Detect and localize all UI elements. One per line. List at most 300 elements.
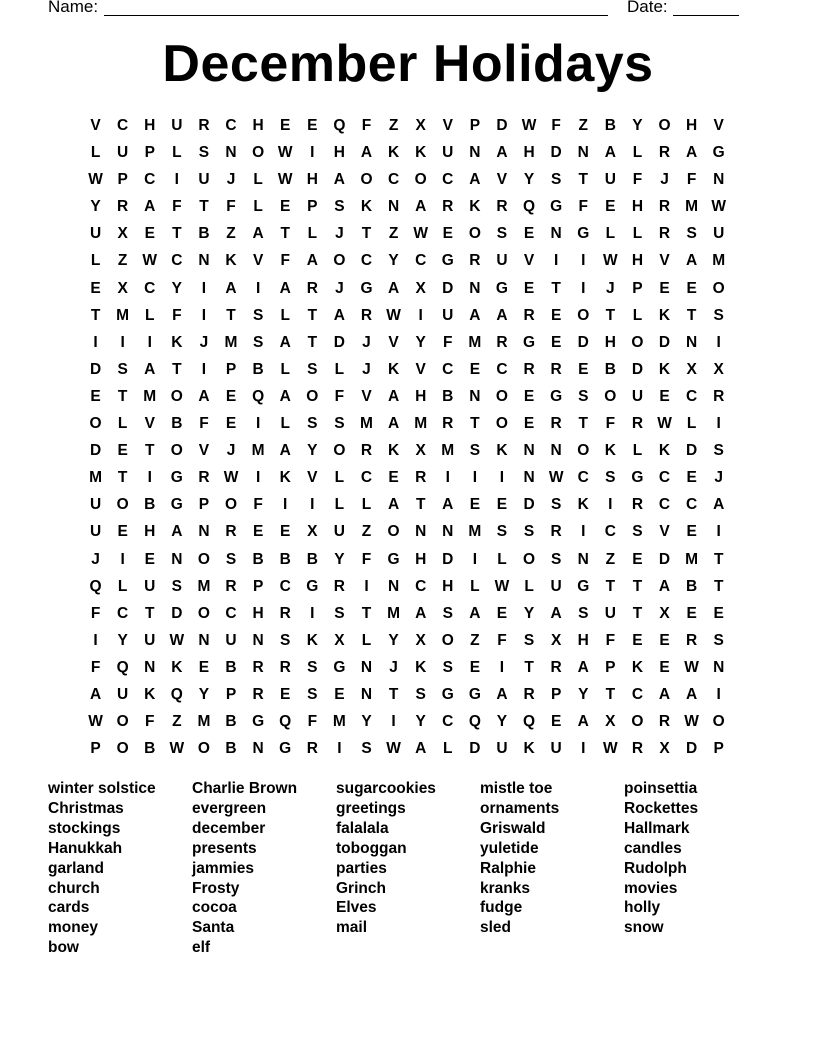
grid-cell: K: [387, 144, 400, 162]
grid-cell: L: [145, 306, 155, 324]
grid-row: [82, 383, 732, 410]
grid-cell: T: [280, 225, 290, 243]
grid-cell: L: [632, 442, 643, 460]
grid-cell: A: [415, 740, 427, 758]
word-list-item: Frosty: [192, 879, 240, 897]
grid-cell: Y: [388, 631, 399, 649]
grid-cell: N: [225, 144, 237, 162]
grid-cell: W: [657, 415, 672, 433]
grid-cell: I: [255, 415, 261, 433]
grid-cell: M: [685, 550, 699, 568]
grid-cell: A: [198, 387, 210, 405]
grid-cell: S: [686, 225, 697, 243]
grid-cell: E: [469, 658, 481, 676]
word-list-item: greetings: [336, 799, 406, 817]
grid-cell: H: [631, 198, 644, 216]
grid-cell: K: [658, 360, 671, 378]
grid-cell: E: [686, 469, 697, 487]
grid-cell: C: [117, 117, 129, 134]
grid-cell: G: [252, 713, 265, 731]
grid-cell: Q: [89, 577, 102, 595]
grid-row: [82, 708, 732, 735]
grid-cell: I: [716, 685, 721, 703]
grid-cell: L: [443, 740, 453, 758]
grid-cell: R: [252, 685, 264, 703]
grid-cell: Y: [632, 117, 643, 134]
grid-cell: I: [716, 333, 721, 351]
grid-cell: S: [442, 604, 453, 622]
grid-cell: I: [716, 415, 721, 433]
word-list-item: Christmas: [48, 799, 124, 817]
grid-cell: M: [360, 415, 373, 433]
grid-cell: B: [279, 550, 291, 568]
grid-cell: O: [414, 171, 427, 189]
grid-cell: X: [550, 631, 562, 649]
grid-cell: K: [306, 631, 318, 649]
grid-cell: T: [686, 306, 697, 324]
grid-row: [82, 627, 732, 654]
grid-cell: V: [415, 360, 426, 378]
grid-cell: O: [712, 713, 725, 731]
grid-cell: U: [225, 631, 237, 649]
grid-row: [82, 166, 732, 193]
grid-row: [82, 491, 732, 518]
grid-cell: E: [523, 279, 535, 297]
grid-cell: S: [523, 523, 535, 541]
grid-cell: A: [279, 442, 291, 460]
grid-cell: L: [280, 415, 290, 433]
grid-cell: R: [631, 496, 644, 514]
grid-cell: L: [90, 252, 101, 270]
grid-cell: W: [684, 658, 699, 676]
grid-cell: E: [280, 523, 291, 541]
grid-cell: D: [550, 144, 562, 162]
grid-cell: R: [306, 279, 318, 297]
grid-cell: I: [120, 550, 125, 568]
grid-cell: E: [632, 550, 643, 568]
grid-cell: Z: [172, 713, 182, 731]
grid-cell: R: [117, 198, 129, 216]
grid-cell: P: [225, 685, 237, 703]
grid-cell: K: [415, 144, 427, 162]
grid-cell: W: [684, 713, 699, 731]
grid-cell: D: [686, 442, 698, 460]
grid-cell: Y: [334, 550, 345, 568]
grid-cell: F: [497, 631, 507, 649]
grid-cell: S: [496, 225, 508, 243]
grid-cell: N: [360, 685, 373, 703]
grid-cell: S: [415, 685, 426, 703]
grid-cell: E: [280, 117, 291, 134]
grid-cell: A: [658, 577, 671, 595]
grid-cell: E: [334, 685, 345, 703]
grid-cell: U: [117, 685, 129, 703]
grid-cell: S: [469, 442, 481, 460]
grid-cell: G: [577, 225, 590, 243]
grid-cell: Z: [117, 252, 128, 270]
grid-cell: W: [277, 171, 293, 189]
grid-cell: E: [198, 658, 210, 676]
grid-cell: R: [523, 685, 535, 703]
grid-cell: L: [117, 415, 128, 433]
grid-cell: C: [144, 279, 156, 297]
grid-cell: S: [280, 631, 291, 649]
grid-cell: O: [170, 442, 183, 460]
grid-cell: K: [496, 442, 508, 460]
grid-cell: K: [387, 442, 400, 460]
grid-cell: O: [604, 387, 617, 405]
grid-cell: M: [712, 252, 726, 270]
grid-cell: S: [307, 360, 318, 378]
grid-cell: C: [387, 171, 400, 189]
word-list-item: presents: [192, 839, 257, 857]
grid-cell: D: [442, 279, 454, 297]
grid-cell: W: [169, 740, 185, 758]
grid-cell: N: [469, 144, 481, 162]
grid-cell: Y: [198, 685, 210, 703]
grid-cell: X: [415, 117, 426, 134]
grid-cell: G: [306, 577, 319, 595]
grid-cell: S: [252, 333, 264, 351]
grid-cell: E: [659, 387, 670, 405]
grid-cell: L: [172, 144, 182, 162]
grid-cell: E: [469, 496, 481, 514]
grid-cell: G: [712, 144, 725, 162]
grid-cell: G: [387, 550, 400, 568]
word-list-item: bow: [48, 939, 79, 957]
grid-cell: Y: [307, 442, 318, 460]
grid-cell: E: [252, 523, 264, 541]
grid-cell: M: [468, 523, 482, 541]
grid-cell: I: [581, 740, 586, 758]
grid-cell: E: [578, 360, 589, 378]
grid-cell: R: [198, 469, 210, 487]
grid-cell: E: [225, 415, 237, 433]
grid-cell: T: [361, 604, 372, 622]
grid-cell: N: [198, 631, 210, 649]
grid-cell: J: [199, 333, 209, 351]
grid-cell: C: [415, 252, 427, 270]
grid-cell: F: [172, 306, 182, 324]
grid-cell: D: [333, 333, 345, 351]
grid-cell: O: [170, 387, 183, 405]
word-list-item: poinsettia: [624, 780, 698, 797]
grid-cell: C: [658, 469, 671, 487]
grid-cell: G: [577, 577, 590, 595]
grid-cell: S: [334, 198, 345, 216]
grid-cell: C: [360, 252, 373, 270]
word-column: [192, 779, 336, 958]
grid-cell: L: [334, 496, 345, 514]
grid-cell: Y: [415, 713, 426, 731]
grid-cell: S: [361, 740, 372, 758]
word-list-item: church: [48, 879, 100, 897]
grid-cell: L: [90, 144, 101, 162]
grid-cell: M: [685, 198, 699, 216]
word-list-item: cocoa: [192, 899, 237, 917]
grid-cell: A: [333, 171, 345, 189]
grid-cell: Y: [90, 198, 101, 216]
grid-cell: N: [442, 523, 454, 541]
word-list-item: fudge: [480, 899, 523, 917]
grid-cell: K: [604, 442, 616, 460]
grid-cell: O: [197, 740, 210, 758]
grid-cell: V: [144, 415, 155, 433]
grid-cell: Y: [578, 685, 589, 703]
grid-cell: C: [117, 604, 129, 622]
grid-cell: A: [144, 198, 156, 216]
grid-cell: F: [361, 117, 372, 134]
grid-cell: U: [604, 171, 616, 189]
grid-row: [82, 735, 732, 762]
grid-cell: I: [174, 171, 179, 189]
grid-cell: N: [577, 144, 589, 162]
grid-cell: A: [387, 279, 400, 297]
grid-cell: U: [496, 740, 508, 758]
grid-cell: N: [252, 631, 264, 649]
grid-cell: S: [605, 469, 616, 487]
grid-cell: X: [415, 442, 426, 460]
grid-cell: H: [333, 144, 345, 162]
grid-cell: A: [713, 496, 725, 514]
grid-cell: D: [442, 550, 454, 568]
grid-row: [82, 437, 732, 464]
word-list-item: Hallmark: [624, 819, 690, 837]
grid-cell: S: [198, 144, 210, 162]
grid-cell: Q: [252, 387, 265, 405]
grid-cell: C: [577, 469, 589, 487]
grid-cell: C: [496, 360, 508, 378]
grid-cell: M: [143, 387, 157, 405]
grid-cell: S: [307, 415, 318, 433]
grid-cell: F: [578, 198, 588, 216]
grid-cell: D: [686, 740, 698, 758]
grid-cell: H: [631, 252, 644, 270]
grid-cell: B: [604, 360, 616, 378]
grid-cell: I: [147, 469, 152, 487]
word-list-item: candles: [624, 839, 682, 857]
grid-cell: I: [472, 469, 478, 487]
grid-cell: G: [550, 198, 563, 216]
grid-cell: O: [197, 550, 210, 568]
grid-row: [82, 247, 732, 274]
grid-cell: F: [90, 658, 101, 676]
grid-cell: A: [469, 604, 481, 622]
grid-cell: L: [605, 225, 616, 243]
grid-cell: I: [445, 469, 450, 487]
grid-cell: S: [550, 171, 562, 189]
grid-cell: R: [631, 415, 644, 433]
grid-cell: B: [225, 713, 237, 731]
grid-cell: F: [253, 496, 263, 514]
grid-cell: D: [496, 117, 508, 134]
grid-cell: C: [279, 577, 291, 595]
grid-cell: T: [524, 658, 534, 676]
grid-cell: J: [226, 171, 236, 189]
grid-cell: A: [387, 415, 400, 433]
grid-cell: J: [389, 658, 398, 676]
grid-cell: M: [387, 604, 401, 622]
grid-cell: F: [334, 387, 345, 405]
grid-cell: Y: [415, 333, 426, 351]
grid-cell: T: [226, 306, 236, 324]
word-list-item: garland: [48, 859, 104, 877]
grid-cell: P: [550, 685, 562, 703]
grid-cell: P: [307, 198, 318, 216]
grid-cell: W: [413, 225, 428, 243]
grid-cell: R: [658, 225, 671, 243]
grid-cell: M: [224, 333, 238, 351]
grid-cell: N: [144, 658, 156, 676]
grid-cell: O: [306, 387, 319, 405]
grid-row: [82, 302, 732, 329]
grid-cell: Y: [496, 713, 508, 731]
grid-cell: Z: [226, 225, 236, 243]
grid-cell: I: [499, 658, 505, 676]
grid-cell: I: [120, 333, 125, 351]
grid-cell: D: [469, 740, 481, 758]
grid-cell: V: [713, 117, 724, 134]
grid-cell: F: [307, 713, 318, 731]
grid-cell: I: [201, 306, 207, 324]
grid-cell: S: [550, 496, 562, 514]
grid-cell: E: [605, 198, 616, 216]
grid-cell: R: [658, 144, 671, 162]
grid-cell: E: [307, 117, 318, 134]
grid-cell: I: [581, 523, 586, 541]
grid-cell: F: [605, 631, 616, 649]
grid-cell: A: [577, 713, 589, 731]
grid-cell: G: [523, 333, 536, 351]
grid-cell: J: [335, 225, 344, 243]
grid-cell: R: [225, 523, 237, 541]
grid-cell: A: [686, 252, 698, 270]
grid-cell: W: [494, 577, 510, 595]
grid-cell: M: [197, 577, 211, 595]
grid-cell: I: [310, 496, 315, 514]
grid-cell: D: [89, 360, 102, 378]
grid-cell: G: [631, 469, 644, 487]
grid-cell: U: [198, 171, 210, 189]
grid-cell: H: [415, 387, 427, 405]
grid-cell: R: [333, 577, 345, 595]
grid-cell: L: [334, 469, 345, 487]
grid-cell: S: [496, 523, 508, 541]
grid-cell: T: [713, 577, 724, 595]
grid-cell: E: [117, 442, 128, 460]
grid-cell: O: [116, 496, 129, 514]
word-list-item: Rockettes: [624, 799, 699, 817]
worksheet-header: [0, 0, 816, 20]
grid-cell: N: [252, 740, 264, 758]
grid-cell: U: [117, 144, 129, 162]
grid-cell: H: [144, 523, 156, 541]
grid-cell: L: [686, 415, 697, 433]
grid-cell: T: [713, 550, 724, 568]
grid-row: [82, 546, 732, 573]
grid-cell: A: [496, 144, 508, 162]
grid-cell: E: [659, 631, 670, 649]
grid-cell: E: [713, 604, 724, 622]
page-title: December Holidays: [162, 35, 654, 93]
grid-cell: A: [496, 685, 508, 703]
grid-cell: M: [468, 333, 482, 351]
grid-cell: W: [603, 740, 618, 758]
word-list-item: december: [192, 819, 266, 837]
grid-cell: D: [523, 496, 535, 514]
grid-cell: F: [172, 198, 182, 216]
grid-cell: M: [116, 306, 130, 324]
grid-cell: O: [631, 713, 644, 731]
word-list-item: yuletide: [480, 839, 539, 857]
word-list-item: parties: [336, 859, 387, 877]
grid-row: [82, 573, 732, 600]
grid-cell: A: [415, 198, 427, 216]
word-list-item: sugarcookies: [336, 780, 436, 797]
grid-cell: V: [90, 117, 101, 134]
grid-cell: C: [604, 523, 616, 541]
grid-cell: F: [686, 171, 697, 189]
grid-cell: U: [631, 387, 644, 405]
grid-cell: N: [360, 658, 373, 676]
grid-cell: O: [631, 333, 644, 351]
grid-cell: G: [441, 685, 454, 703]
grid-cell: O: [495, 387, 508, 405]
grid-cell: K: [415, 658, 427, 676]
grid-cell: S: [578, 387, 589, 405]
grid-cell: R: [550, 360, 562, 378]
grid-cell: I: [391, 713, 396, 731]
grid-cell: W: [711, 198, 727, 216]
grid-cell: L: [280, 306, 290, 324]
grid-cell: K: [387, 360, 400, 378]
word-list-item: ornaments: [480, 799, 560, 817]
grid-cell: V: [388, 333, 399, 351]
grid-cell: M: [414, 415, 428, 433]
grid-cell: C: [225, 117, 237, 134]
grid-cell: G: [495, 279, 508, 297]
grid-cell: U: [713, 225, 725, 243]
grid-cell: W: [88, 171, 103, 189]
grid-cell: S: [632, 523, 643, 541]
grid-cell: K: [631, 658, 644, 676]
word-list-item: Ralphie: [480, 859, 536, 877]
date-blank-line: [673, 0, 739, 16]
word-list-item: Elves: [336, 899, 377, 917]
grid-cell: S: [578, 604, 589, 622]
grid-cell: D: [631, 360, 644, 378]
grid-cell: W: [386, 306, 401, 324]
grid-cell: A: [658, 685, 671, 703]
grid-cell: Y: [171, 279, 182, 297]
word-list-item: Rudolph: [624, 859, 687, 877]
grid-cell: D: [577, 333, 589, 351]
grid-cell: N: [523, 442, 535, 460]
grid-row: [82, 112, 732, 139]
grid-cell: T: [578, 415, 588, 433]
grid-cell: I: [310, 144, 315, 162]
grid-cell: V: [361, 387, 372, 405]
word-list-item: evergreen: [192, 799, 267, 817]
grid-cell: R: [252, 658, 264, 676]
grid-cell: G: [550, 387, 563, 405]
grid-cell: E: [442, 225, 453, 243]
grid-cell: C: [442, 171, 454, 189]
word-list-item: snow: [624, 919, 664, 937]
grid-row: [82, 600, 732, 627]
grid-cell: N: [198, 252, 210, 270]
grid-cell: A: [442, 496, 454, 514]
